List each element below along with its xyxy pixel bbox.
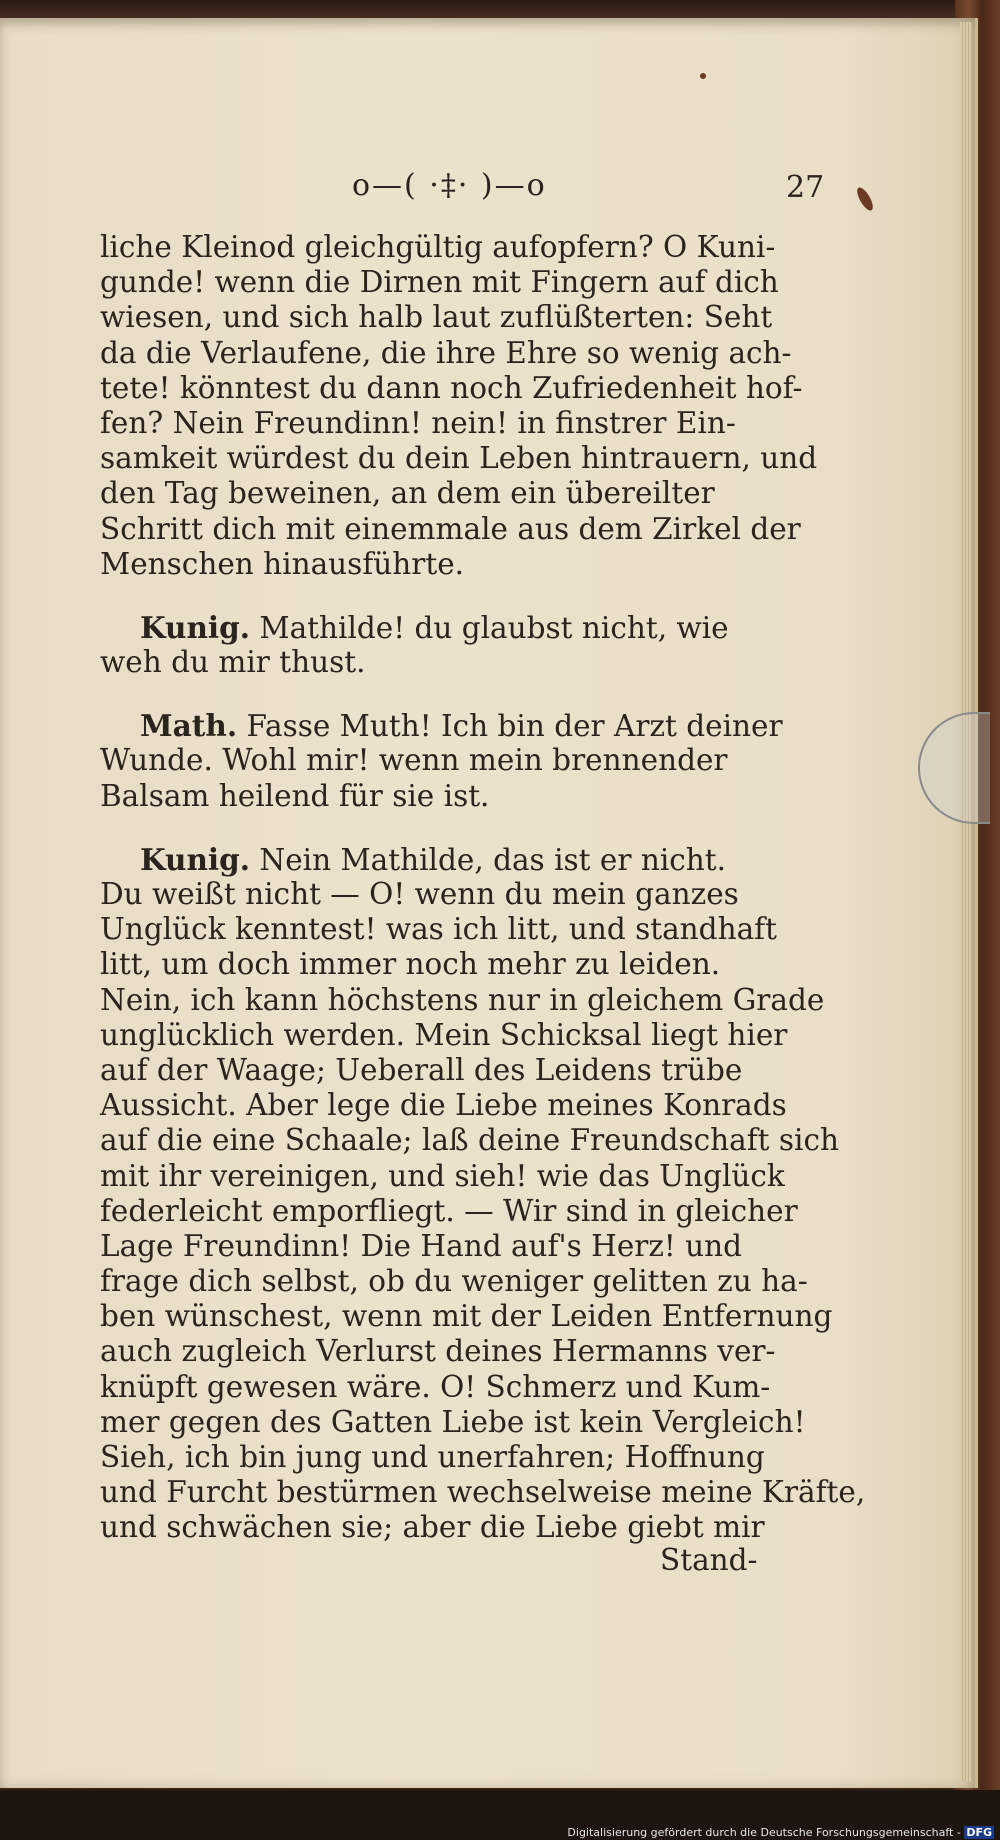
text-line xyxy=(100,1159,820,1194)
text-line xyxy=(100,1405,820,1440)
book-page xyxy=(0,18,978,1788)
text-line xyxy=(100,371,820,406)
line-text: Schritt dich mit einemmale aus dem Zirkel der xyxy=(100,511,801,546)
text-line xyxy=(100,1229,820,1264)
line-text: unglücklich werden. Mein Schicksal liegt hier xyxy=(100,1017,788,1052)
line-text: Nein, ich kann höchstens nur in gleichem Grade xyxy=(100,982,825,1017)
text-line xyxy=(100,1264,820,1299)
text-line xyxy=(100,336,820,371)
text-line xyxy=(100,230,820,265)
speaker-name: Kunig. xyxy=(140,609,250,645)
paragraph xyxy=(100,230,820,582)
page-edges xyxy=(960,22,972,1782)
line-text: ben wünschest, wenn mit der Leiden Entfernung xyxy=(100,1299,833,1334)
text-line xyxy=(100,1299,833,1334)
line-text: mer gegen des Gatten Liebe ist kein Vergleich! xyxy=(100,1404,806,1439)
text-line xyxy=(100,1088,820,1123)
text-line xyxy=(100,947,820,982)
paragraph xyxy=(100,708,820,814)
text-line xyxy=(100,610,820,645)
line-text: Lage Freundinn! Die Hand auf's Herz! und xyxy=(100,1228,743,1263)
text-line xyxy=(100,912,820,947)
line-text: Aussicht. Aber lege die Liebe meines Konrads xyxy=(100,1088,787,1123)
line-text: Du weißt nicht — O! wenn du mein ganzes xyxy=(100,877,739,911)
text-line xyxy=(100,842,820,877)
line-text: Fasse Muth! Ich bin der Arzt deiner xyxy=(246,709,783,744)
line-text: da die Verlaufene, die ihre Ehre so wenig ach- xyxy=(100,335,792,370)
digitization-footer xyxy=(567,1826,994,1839)
paragraph-gap xyxy=(100,582,820,610)
line-text: liche Kleinod gleichgültig aufopfern? O Kuni- xyxy=(100,230,776,264)
paragraph xyxy=(100,610,820,680)
text-line xyxy=(100,1510,820,1545)
paragraph-gap xyxy=(100,680,820,708)
line-text: wiesen, und sich halb laut zuflüßterten: Seht xyxy=(100,300,773,335)
line-text: fen? Nein Freundinn! nein! in finstrer Ein- xyxy=(100,405,736,440)
line-text: federleicht emporfliegt. — Wir sind in gleicher xyxy=(100,1193,798,1228)
line-text: Sieh, ich bin jung und unerfahren; Hoffnung xyxy=(100,1440,765,1474)
text-line xyxy=(100,512,820,547)
line-text: den Tag beweinen, an dem ein übereilter xyxy=(100,476,715,511)
text-line xyxy=(100,476,820,511)
page-number: 27 xyxy=(786,170,825,205)
line-text: frage dich selbst, ob du weniger gelitten zu ha- xyxy=(100,1264,808,1299)
page-body-text xyxy=(100,230,866,1546)
text-line xyxy=(100,779,820,814)
footer-credit: Digitalisierung gefördert durch die Deutsche Forschungsgemeinschaft - xyxy=(567,1826,961,1839)
speaker-name: Kunig. xyxy=(140,841,250,877)
text-line xyxy=(100,1370,820,1405)
text-line xyxy=(100,265,820,300)
line-text: Menschen hinausführte. xyxy=(100,546,465,581)
line-text: Unglück kenntest! was ich litt, und standhaft xyxy=(100,912,777,947)
text-line xyxy=(100,1334,820,1369)
line-text: und schwächen sie; aber die Liebe giebt mir xyxy=(100,1510,765,1545)
line-text: samkeit würdest du dein Leben hintrauern, und xyxy=(100,441,818,476)
line-text: auf der Waage; Ueberall des Leidens trübe xyxy=(100,1052,743,1087)
text-line xyxy=(100,300,820,335)
text-line xyxy=(100,441,820,476)
text-line xyxy=(100,877,820,912)
line-text: auch zugleich Verlurst deines Hermanns ver- xyxy=(100,1334,776,1369)
line-text: gunde! wenn die Dirnen mit Fingern auf dich xyxy=(100,265,779,300)
text-line xyxy=(100,645,820,680)
page-header xyxy=(0,168,975,208)
line-text: Mathilde! du glaubst nicht, wie xyxy=(259,610,729,645)
text-line xyxy=(100,982,825,1018)
text-line xyxy=(100,1018,820,1053)
paragraph-gap xyxy=(100,814,820,842)
text-line xyxy=(100,1440,820,1475)
text-line xyxy=(100,743,820,778)
speaker-name: Math. xyxy=(140,708,238,744)
paper-stain xyxy=(700,73,706,79)
text-line xyxy=(100,1475,866,1510)
text-line xyxy=(100,708,820,743)
line-text: Nein Mathilde, das ist er nicht. xyxy=(259,842,727,877)
header-ornament: o—( ·‡· )—o xyxy=(352,168,547,203)
text-line xyxy=(100,1123,839,1158)
line-text: auf die eine Schaale; laß deine Freundschaft sich xyxy=(100,1123,839,1158)
line-text: litt, um doch immer noch mehr zu leiden. xyxy=(100,947,721,982)
text-line xyxy=(100,547,820,582)
line-text: und Furcht bestürmen wechselweise meine Kräfte, xyxy=(100,1475,866,1510)
line-text: Balsam heilend für sie ist. xyxy=(100,778,490,813)
text-line xyxy=(100,1053,820,1088)
line-text: weh du mir thust. xyxy=(100,645,366,680)
dfg-logo: DFG xyxy=(966,1826,992,1839)
paragraph xyxy=(100,841,866,1546)
line-text: knüpft gewesen wäre. O! Schmerz und Kum- xyxy=(100,1369,771,1404)
line-text: tete! könntest du dann noch Zufriedenheit hof- xyxy=(100,370,803,405)
line-text: Wunde. Wohl mir! wenn mein brennender xyxy=(100,743,728,778)
catchword: Stand- xyxy=(660,1543,758,1577)
line-text: mit ihr vereinigen, und sieh! wie das Unglück xyxy=(100,1158,785,1193)
text-line xyxy=(100,1194,820,1229)
text-line xyxy=(100,406,820,441)
